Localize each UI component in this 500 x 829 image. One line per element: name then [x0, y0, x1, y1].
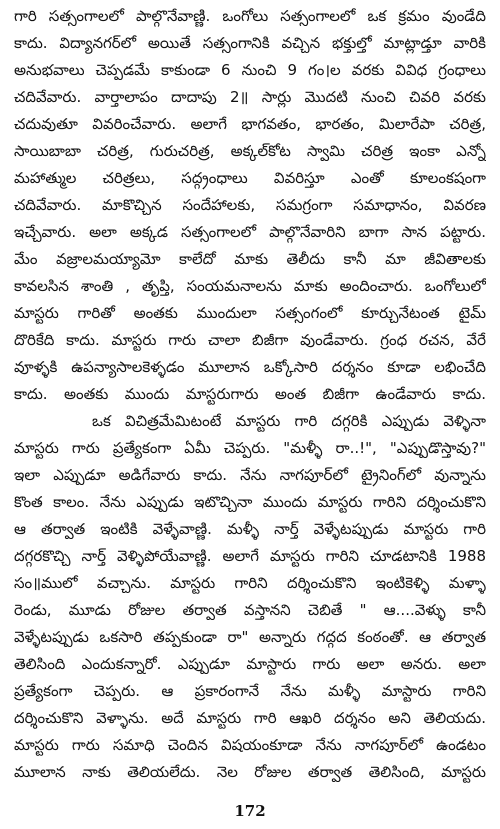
text-line: దగ్గరకొచ్చి నార్త్ వెళ్ళిపోయేవాణ్ణి. అలాగే మాస్టరు గారిని చూడటానికి 1988 — [14, 547, 486, 565]
text-line: దర్శించుకొని వెళ్ళాను. అదే మాస్టరు గారి ఆఖరి దర్శనం అని తెలియదు. — [14, 709, 486, 727]
text-line: అనుభవాలు చెప్పడమే కాకుండా 6 నుంచి 9 గం।ల వరకు వివిధ గ్రంధాలు — [14, 61, 486, 79]
text-line: చదివేవారు. వార్తాలాపం దాదాపు 2॥ సార్లు మొదటి నుంచి చివరి వరకు — [14, 88, 486, 106]
text-line: మాస్టరు గారు ప్రత్యేకంగా ఏమీ చెప్పరు. "మళ్ళీ రా..!", "ఎప్పుడొస్తావు?" — [14, 439, 486, 457]
body-text — [14, 3, 486, 786]
text-line: ప్రత్యేకంగా చెప్పరు. ఆ ప్రకారంగానే నేను మళ్ళీ మాస్టారు గారిని — [14, 682, 486, 700]
text-line: మూలాన నాకు తెలియలేదు. నెల రోజుల తర్వాత తెలిసింది, మాస్టరు — [14, 763, 486, 781]
text-line: తెలిసింది ఎందుకన్నారో. ఎప్పుడూ మాస్టారు గారు అలా అనరు. అలా — [14, 655, 486, 673]
paragraph-first-line: ఒక విచిత్రమేమిటంటే మాస్టరు గారి దగ్గరికి ఎప్పుడు వెళ్ళినా — [92, 412, 486, 430]
page-number: 172 — [234, 802, 266, 820]
text-line: ఇలా ఎప్పుడూ అడిగేవారు కాదు. నేను నాగపూర్‌లో ట్రైనింగ్‌లో వున్నాను — [14, 466, 486, 484]
text-line: కాదు. అంతకు ముందు మాస్టరుగారు అంత బిజీగా ఉండేవారు కాదు. — [14, 385, 486, 403]
text-line: దొరికేది కాదు. మాస్టరు గారు చాలా బిజీగా వుండేవారు. గ్రంధ రచన, వేరే — [14, 331, 486, 349]
text-line: వెళ్ళేటప్పుడు ఒకసారి తప్పకుండా రా" అన్నారు గద్గద కంఠంతో. ఆ తర్వాత — [14, 628, 486, 646]
text-line: కొంత కాలం. నేను ఎప్పుడు ఇటొచ్చినా ముందు మాస్టరు గారిని దర్శించుకొని — [14, 493, 486, 511]
text-line: సం॥ములో వచ్చాను. మాస్టరు గారిని దర్శించుకొని ఇంటికెళ్ళి మళ్ళా — [14, 574, 486, 592]
text-line: మాస్టరు గారు సమాధి చెందిన విషయంకూడా నేను నాగపూర్‌లో ఉండటం — [14, 736, 486, 754]
text-line: కావలసిన శాంతి , తృప్తి, సంయమనాలను మాకు అందించారు. ఒంగోలులో — [14, 277, 486, 295]
text-line: ఆ తర్వాత ఇంటికి వెళ్ళేవాణ్ణి. మళ్ళీ నార్త్ వెళ్ళేటప్పుడు మాస్టరు గారి — [14, 520, 486, 538]
text-line: చదివేవారు. మాకొచ్చిన సందేహాలకు, సమగ్రంగా సమాధానం, వివరణ — [14, 196, 486, 214]
text-line: గారి సత్సంగాలలో పాల్గొనేవాణ్ణి. ఒంగోలు సత్సంగాలలో ఒక క్రమం వుండేది — [14, 7, 486, 25]
text-line: రెండు, మూడు రోజుల తర్వాత వస్తానని చెబితే " ఆ....వెళ్ళు కానీ — [14, 601, 486, 619]
text-line: కాదు. విద్యానగర్‌లో అయితే సత్సంగానికి వచ్చిన భక్తుల్తో మాట్లాడ్తూ వారికి — [14, 34, 486, 52]
text-line: మహాత్ముల చరిత్రలు, సద్గ్రంధాలు వివరిస్తూ ఎంతో కూలంకషంగా — [14, 169, 486, 187]
text-line: చదువుతూ వివరించేవారు. అలాగే భాగవతం, భారతం, మిలారేపా చరిత్ర, — [14, 115, 486, 133]
text-line: మేం వజ్రాలమయ్యామో కాలేదో మాకు తెలీదు కానీ మా జీవితాలకు — [14, 250, 486, 268]
text-line: వూళ్ళకి ఉపన్యాసాలకెళ్ళడం మూలాన ఒక్కోసారి దర్శనం కూడా లభించేది — [14, 358, 486, 376]
text-line: ఇచ్చేవారు. అలా అక్కడ సత్సంగాలలో పాల్గొనేవారిని బాగా సాన పట్టారు. — [14, 223, 486, 241]
text-line: మాస్టరు గారితో అంతకు ముందులా సత్సంగంలో కూర్చునేటంత టైమ్ — [14, 304, 486, 322]
text-line: సాయిబాబా చరిత్ర, గురుచరిత్ర, అక్కల్‌కోట స్వామి చరిత్ర ఇంకా ఎన్నో — [14, 142, 486, 160]
